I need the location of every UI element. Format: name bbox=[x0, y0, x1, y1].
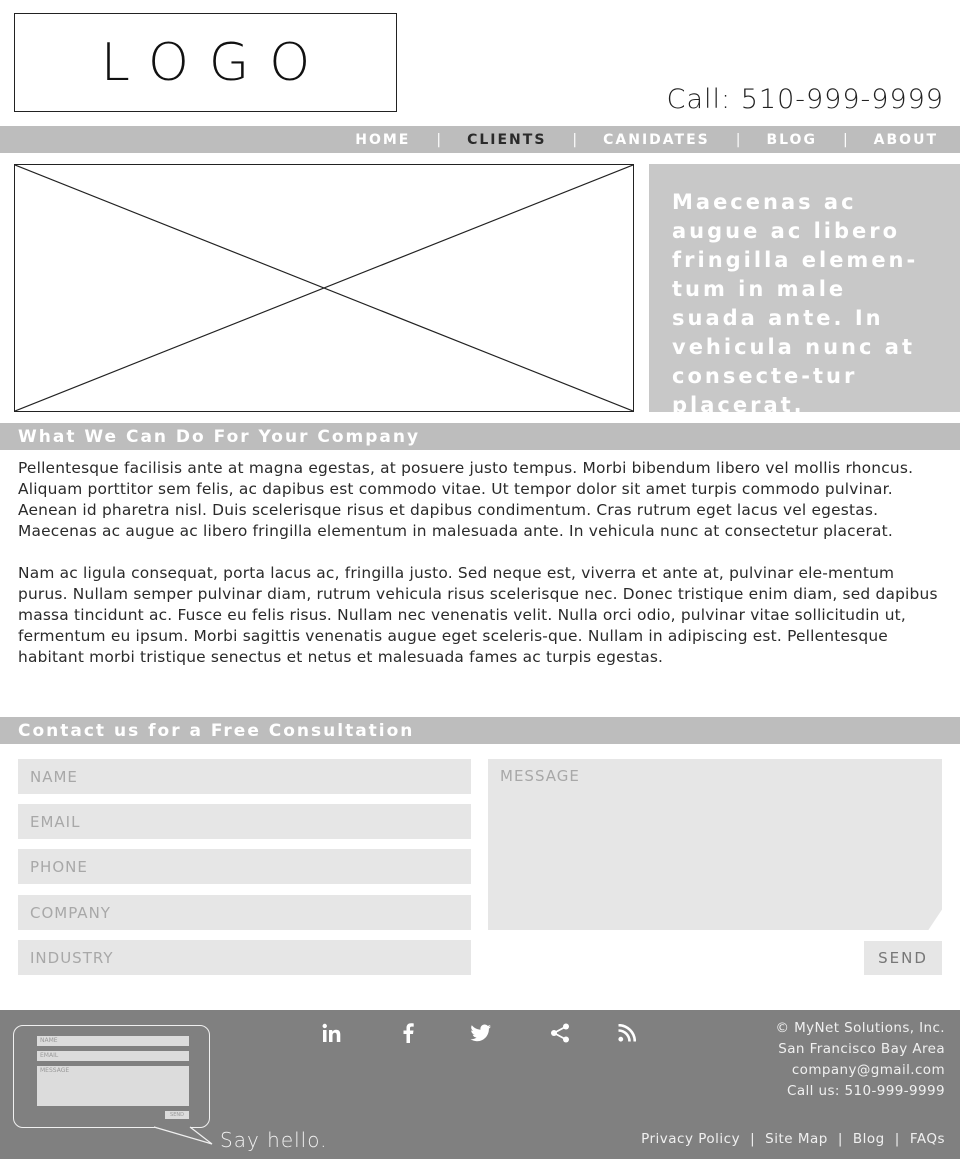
about-body bbox=[18, 458, 944, 668]
footer bbox=[0, 1010, 960, 1159]
nav-clients[interactable]: CLIENTS bbox=[467, 131, 547, 148]
about-heading: What We Can Do For Your Company bbox=[18, 426, 421, 447]
company-field[interactable] bbox=[18, 895, 471, 930]
footer-info bbox=[776, 1018, 945, 1102]
hero-quote-box bbox=[649, 164, 960, 417]
share-icon[interactable] bbox=[548, 1022, 572, 1044]
footer-email-link[interactable]: company@gmail.com bbox=[791, 1062, 945, 1078]
copyright-text: © MyNet Solutions, Inc. bbox=[775, 1020, 945, 1036]
main-nav bbox=[0, 126, 960, 153]
footer-link-separator: | bbox=[837, 1131, 843, 1147]
nav-separator: | bbox=[572, 131, 578, 148]
about-paragraph: Nam ac ligula consequat, porta lacus ac, fringilla justo. Sed neque est, viverra et ante at, pulvinar ele-mentum purus. Nullam semper pulvinar diam, rutrum vehicula risus scelerisque nec. Donec tristique enim diam, sed dapibus massa tincidunt ac. Fusce eu felis risus. Nullam nec venenatis velit. Nulla orci odio, pulvinar vitae sollicitudin ut, fermentum eu ipsum. Morbi sagittis venenatis augue eget sceleris-que. Nullam in adipiscing est. Pellentesque habitant morbi tristique senectus et netus et malesuada fames ac turpis egestas. bbox=[18, 564, 938, 666]
nav-home[interactable]: HOME bbox=[355, 131, 411, 148]
rss-icon[interactable] bbox=[615, 1022, 639, 1044]
mini-email-field: EMAIL bbox=[37, 1051, 189, 1061]
footer-links bbox=[641, 1131, 945, 1147]
message-field[interactable] bbox=[488, 759, 942, 930]
logo[interactable] bbox=[14, 13, 397, 112]
footer-link-separator: | bbox=[750, 1131, 756, 1147]
nav-about[interactable]: ABOUT bbox=[873, 131, 938, 148]
mini-name-field: NAME bbox=[37, 1036, 189, 1046]
image-placeholder-icon bbox=[15, 165, 633, 411]
hero-quote-text: Maecenas ac augue ac libero fringilla elemen-tum in male suada ante. In vehicula nunc at consecte-tur placerat. bbox=[672, 190, 919, 417]
faqs-link[interactable]: FAQs bbox=[909, 1131, 945, 1147]
send-button[interactable]: SEND bbox=[864, 941, 942, 975]
contact-section-bar bbox=[0, 717, 960, 744]
mini-contact-form-illustration[interactable] bbox=[13, 1025, 210, 1128]
logo-text: LOGO bbox=[100, 32, 331, 93]
industry-field[interactable] bbox=[18, 940, 471, 975]
footer-link-separator: | bbox=[894, 1131, 900, 1147]
about-section-bar bbox=[0, 423, 960, 450]
twitter-icon[interactable] bbox=[469, 1022, 493, 1044]
hero-image-placeholder bbox=[14, 164, 634, 412]
mini-message-field: MESSAGE bbox=[37, 1066, 189, 1106]
phone-field[interactable] bbox=[18, 849, 471, 884]
say-hello-text: Say hello. bbox=[220, 1128, 328, 1152]
nav-separator: | bbox=[436, 131, 442, 148]
nav-list bbox=[355, 126, 938, 153]
site-map-link[interactable]: Site Map bbox=[765, 1131, 828, 1147]
blog-link[interactable]: Blog bbox=[852, 1131, 885, 1147]
speech-bubble-tail-icon bbox=[150, 1122, 220, 1146]
privacy-policy-link[interactable]: Privacy Policy bbox=[641, 1131, 741, 1147]
facebook-icon[interactable] bbox=[396, 1022, 420, 1044]
nav-candidates[interactable]: CANIDATES bbox=[603, 131, 710, 148]
footer-phone-text: Call us: 510-999-9999 bbox=[787, 1083, 945, 1099]
contact-heading: Contact us for a Free Consultation bbox=[18, 720, 415, 741]
header-phone: Call: 510-999-9999 bbox=[666, 84, 944, 115]
linkedin-icon[interactable] bbox=[320, 1022, 344, 1044]
email-field[interactable] bbox=[18, 804, 471, 839]
name-field[interactable] bbox=[18, 759, 471, 794]
nav-separator: | bbox=[842, 131, 848, 148]
mini-send-button: SEND bbox=[165, 1111, 189, 1119]
about-paragraph: Pellentesque facilisis ante at magna egestas, at posuere justo tempus. Morbi bibendum libero vel mollis rhoncus. Aliquam porttitor sem felis, ac dapibus est commodo vitae. Ut tempor dolor sit amet turpis commodo pulvinar. Aenean id pharetra nisl. Duis scelerisque risus et dapibus condimentum. Cras rutrum eget lacus vel egestas. Maecenas ac augue ac libero fringilla elementum in malesuada ante. In vehicula nunc at consectetur placerat. bbox=[18, 459, 914, 540]
nav-blog[interactable]: BLOG bbox=[766, 131, 817, 148]
nav-separator: | bbox=[735, 131, 741, 148]
location-text: San Francisco Bay Area bbox=[778, 1041, 945, 1057]
